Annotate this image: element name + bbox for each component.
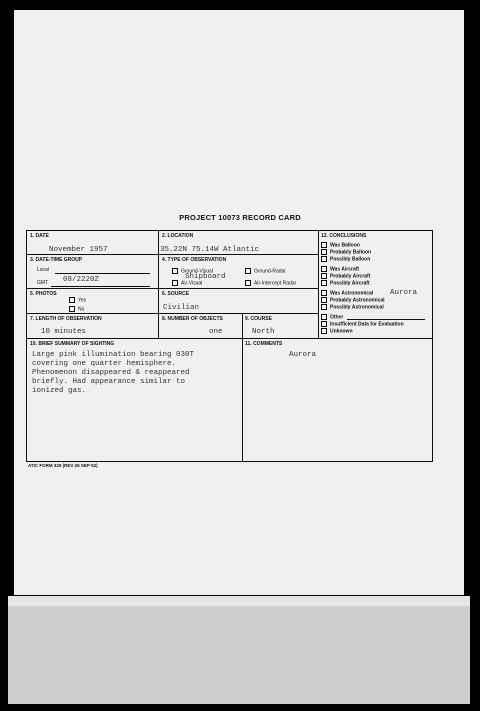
- photos-yes: Yes: [69, 297, 86, 303]
- ground-visual-option: Ground-Visual: [172, 268, 213, 274]
- source-value: Civilian: [163, 304, 200, 312]
- ground-radar-option: Ground-Radar: [245, 268, 286, 274]
- conclusion-option: Possibly Balloon: [321, 256, 370, 262]
- conclusion-option: Was Astronomical: [321, 290, 373, 296]
- local-label: Local: [37, 267, 49, 273]
- checkbox-icon: [321, 290, 327, 296]
- conclusion-option: Probably Aircraft: [321, 273, 370, 279]
- observation-typed: Shipboard: [185, 273, 226, 281]
- conclusion-option: Other: [321, 314, 343, 320]
- objects-value: one: [209, 328, 223, 336]
- checkbox-icon: [321, 242, 327, 248]
- conclusion-typed: Aurora: [390, 289, 418, 297]
- checkbox-icon: [321, 328, 327, 334]
- checkbox-icon: [321, 266, 327, 272]
- form-number: ATIC FORM 329 (REV 26 SEP 52): [28, 463, 98, 468]
- gmt-value: 08/2220Z: [63, 276, 100, 284]
- checkbox-icon: [69, 297, 75, 303]
- grid-line: [27, 254, 318, 255]
- checkbox-icon: [172, 280, 178, 286]
- checkbox-icon: [321, 314, 327, 320]
- summary-line: briefly. Had appearance similar to: [32, 378, 186, 386]
- location-value: 35.22N 75.14W Atlantic: [160, 246, 260, 254]
- conclusion-option: Insufficient Data for Evaluation: [321, 321, 404, 327]
- air-visual-option: Air-Visual: [172, 280, 202, 286]
- air-intercept-option: Air-Intercept Radar: [245, 280, 296, 286]
- location-label: 2. LOCATION: [162, 233, 194, 239]
- summary-line: Phenomenon disappeared & reappeared: [32, 369, 190, 377]
- conclusions-label: 12. CONCLUSIONS: [321, 233, 367, 239]
- checkbox-icon: [321, 304, 327, 310]
- conclusion-option: Was Aircraft: [321, 266, 359, 272]
- observation-label: 4. TYPE OF OBSERVATION: [162, 257, 227, 263]
- grid-line: [242, 313, 243, 338]
- source-label: 6. SOURCE: [162, 291, 189, 297]
- conclusion-option: Unknown: [321, 328, 353, 334]
- checkbox-icon: [321, 280, 327, 286]
- checkbox-icon: [321, 297, 327, 303]
- grid-line: [27, 313, 318, 314]
- checkbox-icon: [321, 273, 327, 279]
- course-value: North: [252, 328, 275, 336]
- checkbox-icon: [245, 280, 251, 286]
- summary-line: ionized gas.: [32, 387, 87, 395]
- card-title: PROJECT 10073 RECORD CARD: [179, 213, 301, 222]
- paper-edge: [8, 596, 470, 606]
- conclusion-option: Was Balloon: [321, 242, 360, 248]
- summary-line: covering one quarter hemisphere.: [32, 360, 177, 368]
- checkbox-icon: [172, 268, 178, 274]
- local-line: [55, 273, 150, 274]
- length-label: 7. LENGTH OF OBSERVATION: [30, 316, 102, 322]
- conclusion-option: Possibly Astronomical: [321, 304, 384, 310]
- length-value: 10 minutes: [41, 328, 87, 336]
- grid-line: [318, 231, 319, 338]
- watermark: comicbooks.com: [370, 688, 445, 699]
- grid-line: [27, 338, 432, 339]
- checkbox-icon: [321, 321, 327, 327]
- checkbox-icon: [321, 256, 327, 262]
- conclusion-option: Possibly Aircraft: [321, 280, 370, 286]
- checkbox-icon: [321, 249, 327, 255]
- date-label: 1. DATE: [30, 233, 49, 239]
- summary-line: Large pink illumination bearing 030T: [32, 351, 195, 359]
- objects-label: 8. NUMBER OF OBJECTS: [162, 316, 223, 322]
- grid-line: [158, 231, 159, 338]
- date-value: November 1957: [49, 246, 108, 254]
- course-label: 9. COURSE: [245, 316, 272, 322]
- photos-no: No: [69, 306, 84, 312]
- checkbox-icon: [69, 306, 75, 312]
- record-card: [26, 230, 433, 462]
- datetime-label: 3. DATE-TIME GROUP: [30, 257, 83, 263]
- gmt-line: [51, 286, 150, 287]
- grid-line: [242, 338, 243, 461]
- conclusion-option: Probably Balloon: [321, 249, 371, 255]
- photos-label: 5. PHOTOS: [30, 291, 57, 297]
- grid-line: [27, 288, 318, 289]
- comments-value: Aurora: [289, 351, 317, 359]
- other-line: [347, 319, 425, 320]
- comments-label: 11. COMMENTS: [245, 341, 283, 347]
- summary-label: 10. BRIEF SUMMARY OF SIGHTING: [30, 341, 115, 347]
- checkbox-icon: [245, 268, 251, 274]
- gmt-label: GMT: [37, 280, 49, 286]
- conclusion-option: Probably Astronomical: [321, 297, 385, 303]
